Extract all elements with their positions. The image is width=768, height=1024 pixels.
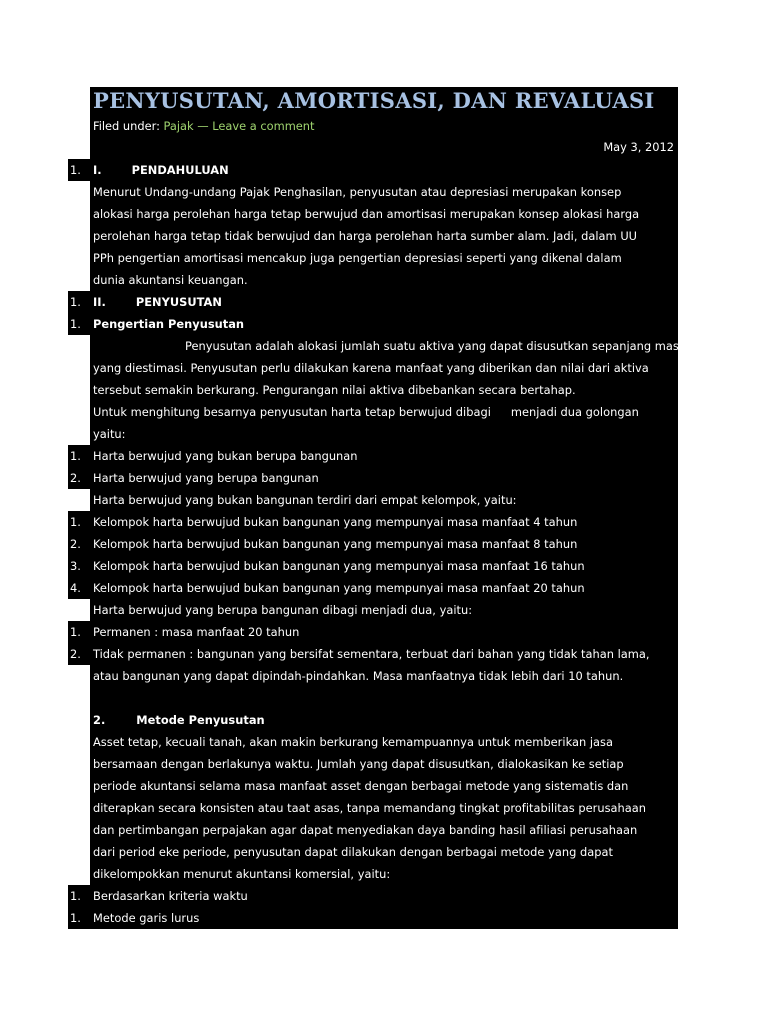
- list-item: [68, 467, 678, 489]
- list-item: [68, 269, 678, 291]
- list-item: [68, 599, 678, 621]
- text-part: I.: [93, 163, 102, 177]
- list-item: [68, 423, 678, 445]
- list-item: [68, 313, 678, 335]
- list-item: [68, 445, 678, 467]
- paragraph-text: atau bangunan yang dapat dipindah-pindahkan. Masa manfaatnya tidak lebih dari 10 tahun.: [93, 669, 624, 683]
- list-item: [68, 225, 678, 247]
- text-part: II.: [93, 295, 106, 309]
- list-number: 1.: [70, 515, 81, 529]
- paragraph-text: dan pertimbangan perpajakan agar dapat menyediakan daya banding hasil afiliasi perusahaan: [93, 823, 638, 837]
- paragraph-text: Kelompok harta berwujud bukan bangunan yang mempunyai masa manfaat 16 tahun: [93, 559, 585, 573]
- category-link[interactable]: Pajak: [163, 119, 194, 133]
- paragraph-text: Kelompok harta berwujud bukan bangunan yang mempunyai masa manfaat 20 tahun: [93, 581, 585, 595]
- list-item: [68, 159, 678, 181]
- list-item: [68, 819, 678, 841]
- list-number: 2.: [70, 471, 81, 485]
- list-item: [68, 709, 678, 731]
- list-item: [68, 621, 678, 643]
- paragraph-text: Harta berwujud yang bukan berupa bangunan: [93, 449, 358, 463]
- paragraph-text: [93, 159, 229, 181]
- list-number: 2.: [70, 537, 81, 551]
- list-item: [68, 687, 678, 709]
- list-item: [68, 511, 678, 533]
- list-number: 1.: [70, 295, 81, 309]
- paragraph-text: Menurut Undang-undang Pajak Penghasilan, penyusutan atau depresiasi merupakan konsep: [93, 185, 622, 199]
- list-number: 1.: [70, 449, 81, 463]
- paragraph-text: tersebut semakin berkurang. Pengurangan nilai aktiva dibebankan secara bertahap.: [93, 383, 576, 397]
- list-number: 1.: [70, 163, 81, 177]
- text-part: PENYUSUTAN: [135, 295, 222, 309]
- list-item: [68, 533, 678, 555]
- list-item: [68, 907, 678, 929]
- list-item: [68, 797, 678, 819]
- paragraph-text: dari period eke periode, penyusutan dapat dilakukan dengan berbagai metode yang dapat: [93, 845, 613, 859]
- paragraph-text: alokasi harga perolehan harga tetap berwujud dan amortisasi merupakan konsep alokasi harga: [93, 207, 640, 221]
- filed-under-label: Filed under:: [93, 119, 160, 133]
- paragraph-text: periode akuntansi selama masa manfaat asset dengan berbagai metode yang sistematis dan: [93, 779, 629, 793]
- paragraph-text: Penyusutan adalah alokasi jumlah suatu aktiva yang dapat disusutkan sepanjang masa: [185, 339, 686, 353]
- list-item: [68, 203, 678, 225]
- paragraph-text: [93, 709, 265, 731]
- paragraph-text: PPh pengertian amortisasi mencakup juga pengertian depresiasi seperti yang dikenal dalam: [93, 251, 622, 265]
- paragraph-text: diterapkan secara konsisten atau taat asas, tanpa memandang tingkat profitabilitas perusahaan: [93, 801, 647, 815]
- list-item: [68, 291, 678, 313]
- list-item: [68, 247, 678, 269]
- list-item: [68, 357, 678, 379]
- text-part: PENDAHULUAN: [131, 163, 229, 177]
- list-item: [68, 577, 678, 599]
- paragraph-text: Permanen : masa manfaat 20 tahun: [93, 625, 300, 639]
- text-part: Metode Penyusutan: [136, 713, 265, 727]
- paragraph-text: Harta berwujud yang berupa bangunan dibagi menjadi dua, yaitu:: [93, 603, 473, 617]
- list-number: 1.: [70, 911, 81, 925]
- list-item: [68, 885, 678, 907]
- list-item: [68, 379, 678, 401]
- list-number: 1.: [70, 889, 81, 903]
- list-item: [68, 555, 678, 577]
- list-number: 1.: [70, 625, 81, 639]
- paragraph-text: Harta berwujud yang berupa bangunan: [93, 471, 319, 485]
- paragraph-text: Pengertian Penyusutan: [93, 317, 245, 331]
- list-number: 4.: [70, 581, 81, 595]
- list-item: [68, 643, 678, 665]
- post-date: May 3, 2012: [603, 140, 674, 154]
- paragraph-text: [93, 291, 222, 313]
- paragraph-text: perolehan harga tetap tidak berwujud dan harga perolehan harta sumber alam. Jadi, dalam UU: [93, 229, 638, 243]
- text-part: 2.: [93, 713, 106, 727]
- paragraph-text: Tidak permanen : bangunan yang bersifat sementara, terbuat dari bahan yang tidak tahan lama,: [93, 647, 650, 661]
- paragraph-text: Kelompok harta berwujud bukan bangunan yang mempunyai masa manfaat 4 tahun: [93, 515, 578, 529]
- text-part: menjadi dua golongan: [510, 405, 639, 419]
- paragraph-text: yaitu:: [93, 427, 126, 441]
- list-item: [68, 863, 678, 885]
- list-item: [68, 401, 678, 423]
- paragraph-text: dikelompokkan menurut akuntansi komersial, yaitu:: [93, 867, 391, 881]
- meta-separator: —: [197, 119, 209, 133]
- list-item: [68, 753, 678, 775]
- paragraph-text: Kelompok harta berwujud bukan bangunan yang mempunyai masa manfaat 8 tahun: [93, 537, 578, 551]
- list-item: [68, 775, 678, 797]
- paragraph-text: [93, 401, 639, 423]
- list-item: [68, 731, 678, 753]
- post-meta: [93, 116, 315, 136]
- list-item: [68, 489, 678, 511]
- paragraph-text: dunia akuntansi keuangan.: [93, 273, 248, 287]
- list-item: [68, 665, 678, 687]
- text-part: Untuk menghitung besarnya penyusutan harta tetap berwujud dibagi: [93, 405, 491, 419]
- paragraph-text: Asset tetap, kecuali tanah, akan makin berkurang kemampuannya untuk memberikan jasa: [93, 735, 613, 749]
- paragraph-text: Berdasarkan kriteria waktu: [93, 889, 248, 903]
- paragraph-text: bersamaan dengan berlakunya waktu. Jumlah yang dapat disusutkan, dialokasikan ke setiap: [93, 757, 624, 771]
- list-item: [68, 335, 686, 357]
- list-item: [68, 181, 678, 203]
- list-number: 3.: [70, 559, 81, 573]
- list-item: [68, 841, 678, 863]
- paragraph-text: Harta berwujud yang bukan bangunan terdiri dari empat kelompok, yaitu:: [93, 493, 517, 507]
- paragraph-text: yang diestimasi. Penyusutan perlu dilakukan karena manfaat yang diberikan dan nilai dari aktiva: [93, 361, 649, 375]
- paragraph-text: Metode garis lurus: [93, 911, 200, 925]
- page-title: PENYUSUTAN, AMORTISASI, DAN REVALUASI: [93, 88, 655, 113]
- leave-comment-link[interactable]: Leave a comment: [212, 119, 315, 133]
- list-number: 2.: [70, 647, 81, 661]
- list-number: 1.: [70, 317, 81, 331]
